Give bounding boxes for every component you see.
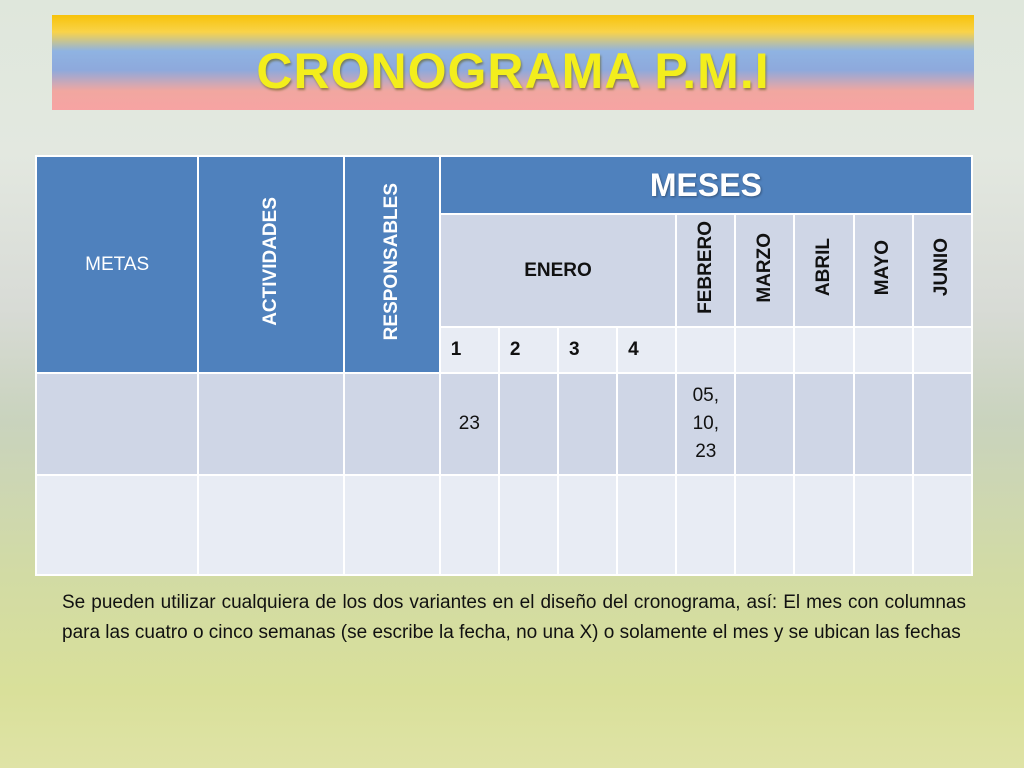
month-mayo: MAYO	[854, 214, 913, 327]
febrero-date-3: 23	[695, 441, 717, 462]
table-cell	[36, 475, 198, 575]
table-cell	[854, 475, 913, 575]
month-marzo: MARZO	[735, 214, 794, 327]
explanation-text: Se pueden utilizar cualquiera de los dos variantes en el diseño del cronograma, así: El mes con columnas para las cuatro o cinco semanas (se escribe la fecha, no una X) o solamente el mes y se ubican las fechas	[62, 592, 966, 643]
header-meses: MESES	[440, 156, 972, 214]
table-cell	[735, 373, 794, 475]
week-1: 1	[440, 327, 499, 373]
febrero-date-2: 10,	[692, 413, 719, 434]
table-row	[36, 475, 972, 575]
week-2: 2	[499, 327, 558, 373]
responsables-label: RESPONSABLES	[380, 182, 402, 341]
week-4: 4	[617, 327, 676, 373]
table-cell	[198, 373, 343, 475]
page-title: CRONOGRAMA P.M.I	[256, 43, 770, 99]
table-row	[36, 373, 972, 475]
month-febrero: FEBRERO	[676, 214, 735, 327]
table-cell	[558, 475, 617, 575]
table-cell	[36, 373, 198, 475]
table-cell	[676, 327, 735, 373]
table-cell	[854, 373, 913, 475]
table-cell	[344, 475, 440, 575]
table-cell	[794, 327, 853, 373]
month-enero: ENERO	[440, 214, 676, 327]
header-row-1	[36, 156, 972, 214]
table-cell	[344, 373, 440, 475]
month-junio: JUNIO	[913, 214, 972, 327]
table-cell	[735, 327, 794, 373]
table-cell	[198, 475, 343, 575]
table-cell	[913, 475, 972, 575]
febrero-dates	[676, 373, 735, 475]
header-metas	[36, 156, 198, 373]
header-actividades	[198, 156, 343, 373]
table-cell	[913, 373, 972, 475]
schedule-table	[35, 155, 973, 576]
table-cell	[558, 373, 617, 475]
table-cell	[676, 475, 735, 575]
table-cell	[617, 373, 676, 475]
table-cell	[617, 475, 676, 575]
table-cell	[499, 373, 558, 475]
table-cell	[794, 373, 853, 475]
actividades-label: ACTIVIDADES	[259, 197, 281, 326]
febrero-date-1: 05,	[692, 385, 719, 406]
header-responsables	[344, 156, 440, 373]
week-3: 3	[558, 327, 617, 373]
table-cell	[854, 327, 913, 373]
month-abril: ABRIL	[794, 214, 853, 327]
table-cell	[499, 475, 558, 575]
table-cell	[735, 475, 794, 575]
metas-label: METAS	[85, 253, 150, 275]
enero-week1-date: 23	[440, 373, 499, 475]
table-cell	[794, 475, 853, 575]
title-banner	[52, 15, 974, 110]
table-cell	[440, 475, 499, 575]
table-cell	[913, 327, 972, 373]
